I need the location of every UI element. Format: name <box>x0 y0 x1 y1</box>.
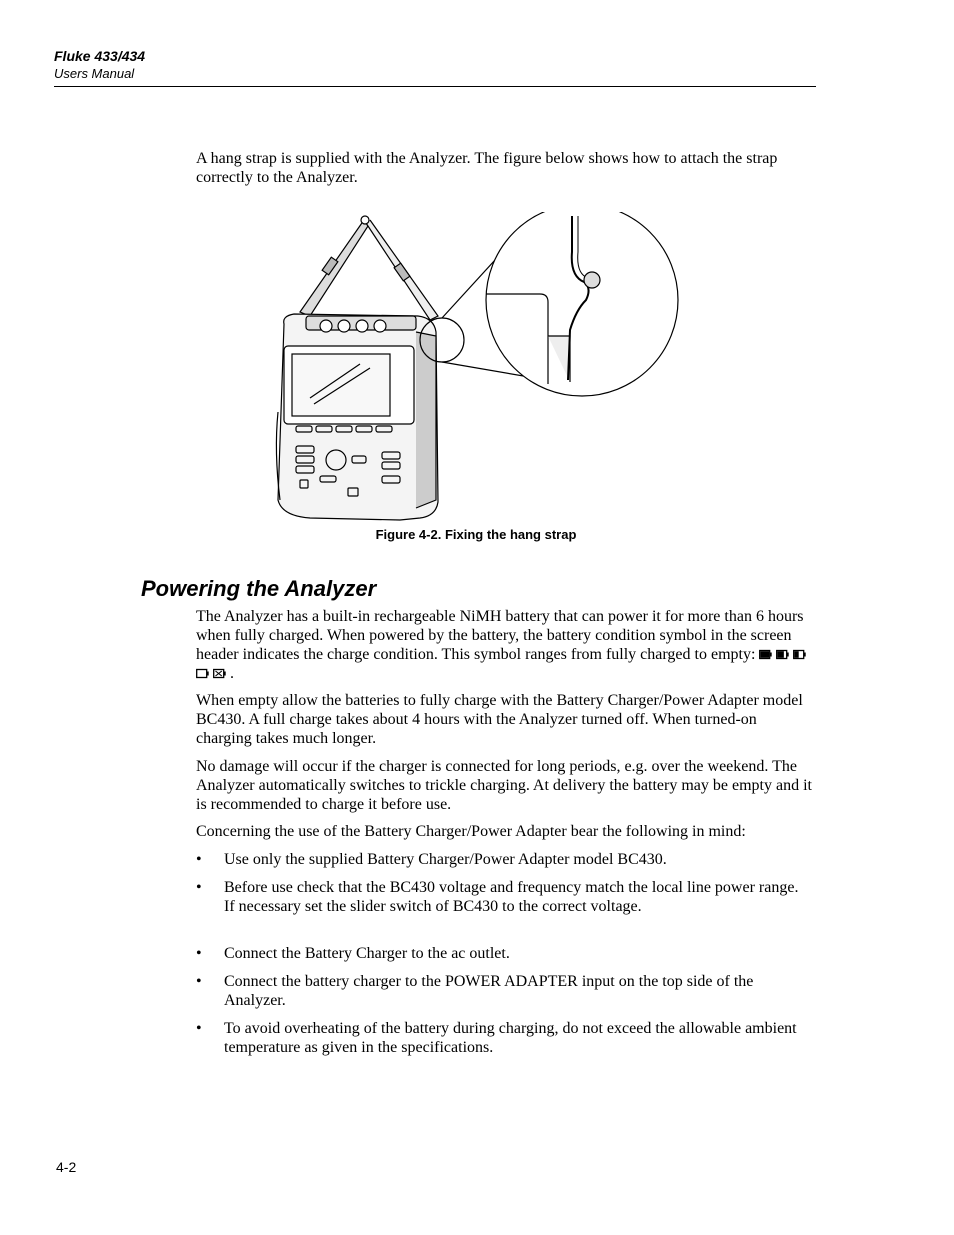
battery-icon <box>776 649 789 660</box>
manual-subtitle: Users Manual <box>54 66 135 81</box>
page-header <box>54 47 816 87</box>
bullet-glyph: • <box>196 945 202 962</box>
list-item-text: Connect the Battery Charger to the ac outlet. <box>224 945 510 962</box>
section-heading: Powering the Analyzer <box>141 576 377 601</box>
manual-title: Fluke 433/434 <box>54 48 146 64</box>
list-item-extra: If necessary set the slider switch of BC430 to the correct voltage. <box>224 898 642 915</box>
battery-paragraph-text: The Analyzer has a built-in rechargeable NiMH battery that can power it for more than 6 hours when fully charged. When powered by the battery, the battery condition symbol in the screen header indicates the charge condition. This symbol ranges from fully charged to empty: <box>196 608 804 663</box>
page-number: 4-2 <box>56 1159 77 1175</box>
list-item-text: Connect the battery charger to the POWER ADAPTER input on the top side of the Analyzer. <box>224 973 754 1009</box>
list-item-text: To avoid overheating of the battery during charging, do not exceed the allowable ambient temperature as given in the specifications. <box>224 1020 797 1056</box>
charger-use-paragraph: Concerning the use of the Battery Charger/Power Adapter bear the following in mind: <box>196 823 746 840</box>
intro-paragraph: A hang strap is supplied with the Analyzer. The figure below shows how to attach the strap correctly to the Analyzer. <box>196 150 778 186</box>
bullet-glyph: • <box>196 1020 202 1037</box>
battery-icon <box>196 668 209 679</box>
battery-icon <box>213 668 226 679</box>
battery-paragraph <box>196 607 816 683</box>
list-item-text <box>224 878 814 916</box>
list-item-text: Use only the supplied Battery Charger/Power Adapter model BC430. <box>224 851 667 868</box>
hang-strap-figure <box>270 212 690 527</box>
bullet-glyph: • <box>196 973 202 990</box>
battery-paragraph-end: . <box>230 665 234 682</box>
bullet-glyph: • <box>196 851 202 868</box>
battery-icon <box>759 649 772 660</box>
bullet-glyph: • <box>196 879 202 896</box>
trickle-paragraph: No damage will occur if the charger is connected for long periods, e.g. over the weekend. The Analyzer automatically switches to trickle charging. At delivery the battery may be empty and it is recommended to charge it before use. <box>196 758 812 813</box>
battery-icon <box>793 649 806 660</box>
figure-caption: Figure 4-2. Fixing the hang strap <box>375 527 577 542</box>
charge-paragraph: When empty allow the batteries to fully charge with the Battery Charger/Power Adapter model BC430. A full charge takes about 4 hours with the Analyzer turned off. When turned-on charging takes much longer. <box>196 692 803 747</box>
list-item-main: Before use check that the BC430 voltage and frequency match the local line power range. <box>224 879 799 896</box>
